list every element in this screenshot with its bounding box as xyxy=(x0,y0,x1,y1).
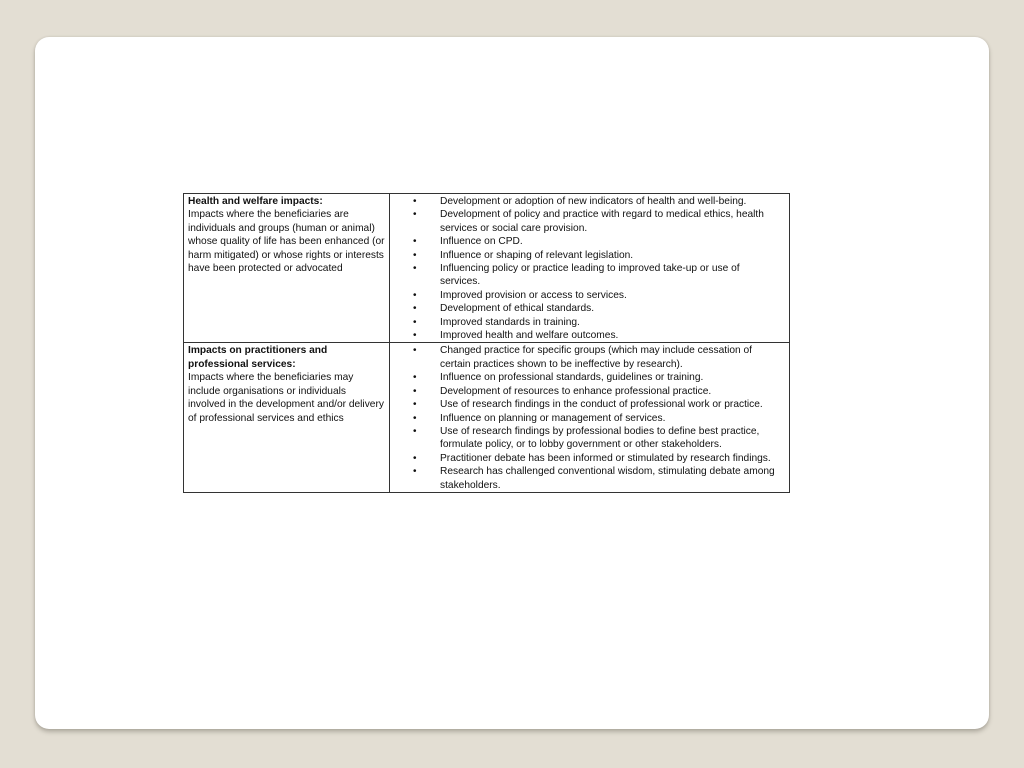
list-item: • Influence on CPD. xyxy=(440,235,785,248)
list-item: • Improved provision or access to services. xyxy=(440,289,785,302)
list-item: • Influence or shaping of relevant legislation. xyxy=(440,249,785,262)
list-item: • Influence on planning or management of services. xyxy=(440,412,785,425)
list-item: • Improved health and welfare outcomes. xyxy=(440,329,785,342)
category-description: Impacts where the beneficiaries are individuals and groups (human or animal) whose quality of life has been enhanced (or harm mitigated) or whose rights or interests have been protected or advocated xyxy=(188,209,385,275)
list-item: • Practitioner debate has been informed or stimulated by research findings. xyxy=(440,452,785,465)
list-item: • Research has challenged conventional wisdom, stimulating debate among stakeholders. xyxy=(440,465,785,492)
list-item: • Improved standards in training. xyxy=(440,316,785,329)
list-item: • Development or adoption of new indicators of health and well-being. xyxy=(440,195,785,208)
list-item: • Influence on professional standards, guidelines or training. xyxy=(440,371,785,384)
list-item: • Development of ethical standards. xyxy=(440,302,785,315)
slide xyxy=(35,37,989,729)
category-title: Health and welfare impacts: xyxy=(188,196,323,207)
list-item: • Development of resources to enhance professional practice. xyxy=(440,385,785,398)
table-row xyxy=(184,194,790,343)
category-title: Impacts on practitioners and professional services: xyxy=(188,345,328,370)
list-item: • Influencing policy or practice leading to improved take-up or use of services. xyxy=(440,262,785,289)
points-cell xyxy=(390,343,790,492)
category-cell xyxy=(184,194,390,343)
impacts-table xyxy=(183,193,790,493)
list-item: • Use of research findings in the conduct of professional work or practice. xyxy=(440,398,785,411)
points-cell xyxy=(390,194,790,343)
list-item: • Changed practice for specific groups (which may include cessation of certain practices shown to be ineffective by research). xyxy=(440,344,785,371)
list-item: • Development of policy and practice with regard to medical ethics, health services or social care provision. xyxy=(440,208,785,235)
bullet-list xyxy=(394,344,785,491)
category-cell xyxy=(184,343,390,492)
category-description: Impacts where the beneficiaries may include organisations or individuals involved in the development and/or delivery of professional services and ethics xyxy=(188,372,384,424)
table-row xyxy=(184,343,790,492)
bullet-list xyxy=(394,195,785,342)
list-item: • Use of research findings by professional bodies to define best practice, formulate policy, or to lobby government or other stakeholders. xyxy=(440,425,785,452)
